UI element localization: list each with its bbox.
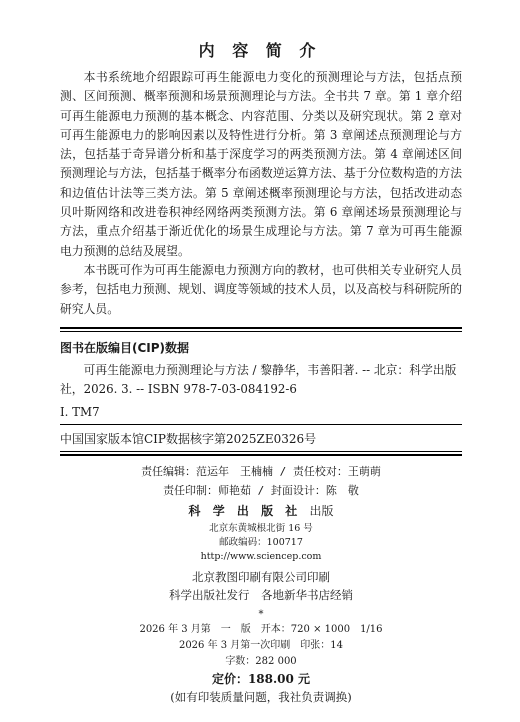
cip-record-text: 可再生能源电力预测理论与方法 / 黎静华，韦善阳著. -- 北京：科学出版社，2026. 3. -- ISBN 978-7-03-084192-6 bbox=[60, 363, 457, 396]
cip-record bbox=[60, 361, 462, 399]
editors-line: 责任编辑：范运年 王楠楠 / 责任校对：王萌萌 bbox=[141, 465, 381, 478]
address-line: 北京东黄城根北街 16 号 bbox=[209, 523, 313, 534]
edition-line: 2026 年 3 月第 一 版 开本：720 × 1000 1/16 bbox=[139, 624, 383, 635]
cip-data-number: 中国国家版本馆CIP数据核字第2025ZE0326号 bbox=[60, 432, 317, 446]
summary-text bbox=[60, 68, 462, 319]
printer-line: 北京教图印刷有限公司印刷 bbox=[192, 570, 330, 584]
summary-title: 内 容 简 介 bbox=[198, 41, 322, 60]
printing-line: 2026 年 3 月第一次印刷 印张：14 bbox=[178, 640, 344, 651]
quality-note: (如有印装质量问题，我社负责调换) bbox=[170, 690, 352, 704]
cip-top-rule-thin bbox=[60, 331, 462, 332]
colophon bbox=[60, 462, 462, 706]
cip-bottom-rule-thick bbox=[60, 454, 462, 456]
price-line: 定价：188.00 元 bbox=[211, 672, 311, 686]
publisher-logo: 科 学 出 版 社 bbox=[188, 504, 302, 518]
distributor-line: 科学出版社发行 各地新华书店经销 bbox=[169, 588, 353, 602]
publisher-suffix: 出版 bbox=[309, 504, 334, 518]
publisher-line bbox=[60, 500, 462, 522]
summary-paragraph: 本书系统地介绍跟踪可再生能源电力变化的预测理论与方法，包括点预测、区间预测、概率预测和场景预测理论与方法。全书共 7 章。第 1 章介绍可再生能源电力预测的基本概念、内容范围、分类以及研究现状。第 2 章对可再生能源电力的影响因素以及特性进行分析。第 3 章阐述点预测理论与方法，包括基于奇异谱分析和基于深度学习的两类预测方法。第 4 章阐述区间预测理论与方法，包括基于概率分布函数逆运算方法、基于分位数构造的方法和边值估计法等三类方法。第 5 章阐述概率预测理论与方法，包括改进动态贝叶斯网络和改进卷积神经网络两类预测方法。第 6 章阐述场景预测理论与方法，重点介绍基于渐近优化的场景生成理论与方法。第 7 章为可再生能源电力预测的总结及展望。 bbox=[60, 70, 462, 258]
cip-middle-rule bbox=[60, 424, 462, 425]
production-line: 责任印制：师艳茹 / 封面设计：陈 敬 bbox=[163, 484, 359, 497]
cip-bottom-rule bbox=[60, 451, 462, 452]
word-count-line: 字数：282 000 bbox=[225, 656, 297, 667]
summary-paragraph: 本书既可作为可再生能源电力预测方向的教材，也可供相关专业研究人员参考，包括电力预测、规划、调度等领域的技术人员，以及高校与科研院所的研究人员。 bbox=[60, 262, 462, 316]
postcode-line: 邮政编码：100717 bbox=[219, 537, 303, 548]
cip-classification: Ⅰ. TM7 bbox=[60, 405, 100, 419]
cip-heading: 图书在版编目(CIP)数据 bbox=[60, 341, 190, 355]
website-line: http://www.sciencep.com bbox=[200, 551, 322, 562]
separator-star: * bbox=[258, 609, 264, 620]
cip-top-rule bbox=[60, 327, 462, 329]
